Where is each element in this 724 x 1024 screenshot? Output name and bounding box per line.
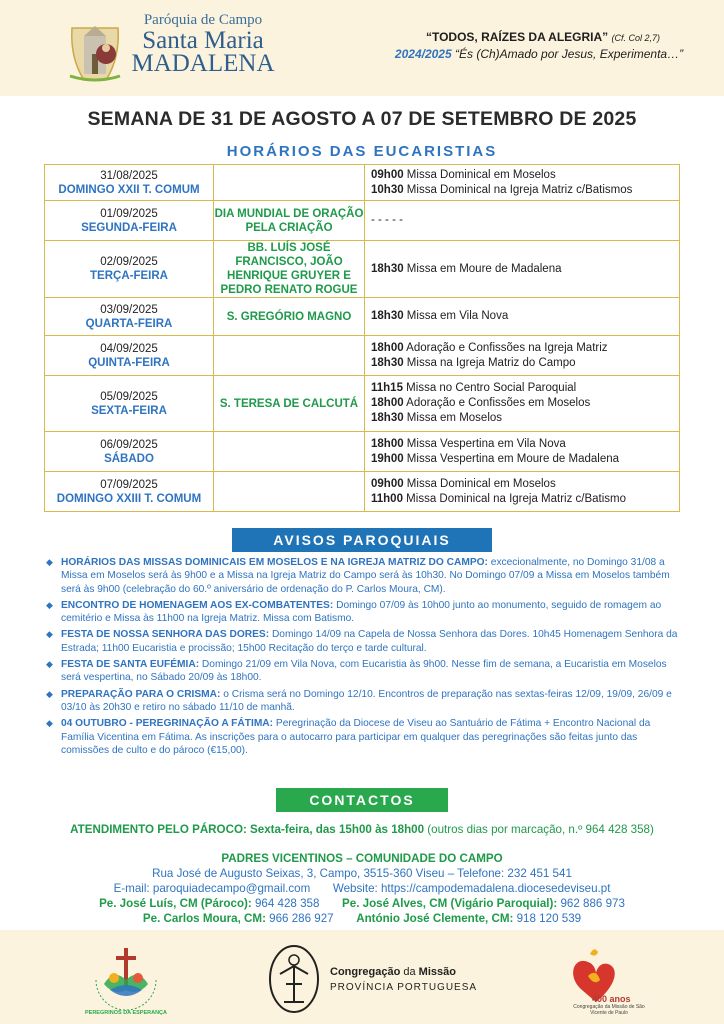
priest-1-name: Pe. José Luís, CM (Pároco): <box>99 897 252 910</box>
schedule-date-cell <box>45 298 214 336</box>
mass-time: 11h15 <box>371 382 403 394</box>
week-title: SEMANA DE 31 DE AGOSTO A 07 DE SETEMBRO DE 2025 <box>87 108 637 130</box>
mass-text: Missa Dominical em Moselos <box>403 168 556 181</box>
church-logo-icon <box>66 18 124 84</box>
mass-text: Missa Vespertina em Moure de Madalena <box>403 452 620 465</box>
mass-line <box>371 437 679 452</box>
congregacao-logo <box>266 944 486 1014</box>
aviso-item <box>44 556 682 596</box>
schedule-day: TERÇA-FEIRA <box>90 270 168 282</box>
schedule-feast <box>214 165 365 201</box>
aviso-item <box>44 628 682 655</box>
schedule-date-cell <box>45 376 214 432</box>
schedule-date-cell <box>45 165 214 201</box>
motto-sub: “És (Ch)Amado por Jesus, Experimenta…” <box>455 47 684 61</box>
mass-line <box>371 381 679 396</box>
schedule-masses-cell <box>365 432 680 472</box>
priest-4-phone: 918 120 539 <box>513 912 582 925</box>
schedule-title: HORÁRIOS DAS EUCARISTIAS <box>226 143 498 160</box>
aviso-item <box>44 599 682 626</box>
aviso-item <box>44 688 682 715</box>
schedule-row <box>45 432 680 472</box>
mass-line <box>371 411 679 426</box>
mass-text: Missa no Centro Social Paroquial <box>402 382 577 394</box>
mass-text: Missa Dominical na Igreja Matriz c/Batismo <box>402 492 627 505</box>
mass-line <box>371 183 679 198</box>
aviso-text: Domingo 21/09 em Vila Nova, com Eucaristia às 9h00. Nesse fim de semana, a Eucaristia em Moselos será vespertina, no Sábado 20/09 às 18h00. <box>61 659 667 684</box>
mass-text: Missa Dominical na Igreja Matriz c/Batismos <box>403 183 633 196</box>
aviso-title: 04 OUTUBRO - PEREGRINAÇÃO A FÁTIMA: <box>61 718 274 730</box>
schedule-day: SEXTA-FEIRA <box>91 404 167 417</box>
parish-logo <box>66 12 276 88</box>
schedule-day: SÁBADO <box>104 452 154 465</box>
cm-title-b: da <box>400 966 419 978</box>
cm-title-a: Congregação <box>330 966 401 978</box>
mass-line <box>371 477 679 492</box>
phones-line-1 <box>0 897 724 910</box>
schedule-date: 31/08/2025 <box>100 169 158 182</box>
contactos-banner: CONTACTOS <box>276 788 448 812</box>
anniversary-text: 400 anos <box>592 994 631 1004</box>
aviso-title: FESTA DE SANTA EUFÉMIA: <box>61 659 200 671</box>
email-link[interactable]: E-mail: paroquiadecampo@gmail.com <box>113 882 311 895</box>
mass-text: - - - - - <box>371 214 403 226</box>
cm-title <box>330 966 456 978</box>
mass-time: 18h00 <box>371 437 404 450</box>
aviso-text: Domingo 07/09 às 10h00 junto ao monumento, seguido de romagem ao cemitério e Missa às 11h00 na Igreja Matriz. Missa com Batismo. <box>61 599 662 625</box>
mass-time: 09h00 <box>371 477 404 490</box>
avisos-banner: AVISOS PAROQUIAIS <box>232 528 492 552</box>
schedule-day: DOMINGO XXII T. COMUM <box>58 183 200 196</box>
schedule-masses-cell <box>365 165 680 201</box>
community-name: PADRES VICENTINOS – COMUNIDADE DO CAMPO <box>221 852 503 865</box>
schedule-masses-cell <box>365 472 680 512</box>
mass-time: 18h30 <box>371 412 404 424</box>
anniversary-subtext: Congregação da Missão de São Vicente de Paulo <box>573 1004 645 1016</box>
logo-line-2: Santa Maria <box>142 27 264 54</box>
schedule-feast: S. GREGÓRIO MAGNO <box>214 298 365 336</box>
jubilee-text: PEREGRINOS DA ESPERANÇA <box>84 1010 168 1016</box>
mass-line <box>371 168 679 183</box>
motto-subtitle <box>364 47 714 61</box>
mass-text: Missa Vespertina em Vila Nova <box>403 437 566 450</box>
schedule-date: 03/09/2025 <box>100 303 158 316</box>
aviso-title: PREPARAÇÃO PARA O CRISMA: <box>61 688 221 700</box>
aviso-text: Domingo 14/09 na Capela de Nossa Senhora das Dores. 10h45 Homenagem Senhora da Estrada; 11h00 Eucaristia e procissão; 15h00 Recitação do terço e tarde cultural. <box>61 629 678 654</box>
schedule-date-cell <box>45 432 214 472</box>
motto-year: 2024/2025 <box>394 47 452 61</box>
schedule-date: 05/09/2025 <box>100 390 158 403</box>
schedule-feast <box>214 336 365 376</box>
priest-1-phone: 964 428 358 <box>251 897 320 910</box>
schedule-day: QUARTA-FEIRA <box>85 317 173 330</box>
schedule-day: QUINTA-FEIRA <box>88 356 170 369</box>
aviso-text: excecionalmente, no Domingo 31/08 a Missa em Moselos será às 9h00 e a Missa na Igreja Matriz do Campo será às 10h30. No Domingo 07/09 a Missa em Moselos também será às 9h00 (celebração do 60.º aniversário de ordenação do P. Carlos Moura, CM). <box>61 557 670 595</box>
aviso-item <box>44 717 682 757</box>
mass-time: 18h30 <box>371 356 404 369</box>
schedule-feast: S. TERESA DE CALCUTÁ <box>214 376 365 432</box>
mass-line <box>371 213 679 228</box>
aviso-text: o Crisma será no Domingo 12/10. Encontros de preparação nas sextas-feiras 12/09, 19/09, 26/09 e 03/10 às 20h30 e retiro no sábado 11/10 de manhã. <box>61 688 672 713</box>
mass-text: Missa Dominical em Moselos <box>403 477 556 490</box>
schedule-row <box>45 298 680 336</box>
mass-line <box>371 341 679 356</box>
priest-2-name: Pe. José Alves, CM (Vigário Paroquial): <box>342 897 558 910</box>
mass-time: 18h00 <box>371 397 404 409</box>
schedule-date: 07/09/2025 <box>100 478 158 491</box>
schedule-date-cell <box>45 241 214 298</box>
website-link[interactable]: Website: https://campodemadalena.diocesedeviseu.pt <box>332 882 611 895</box>
diamond-bullet-icon: ◆ <box>46 659 53 670</box>
schedule-date-cell <box>45 201 214 241</box>
motto-main: “TODOS, RAÍZES DA ALEGRIA” <box>425 30 609 44</box>
phones-line-2 <box>0 912 724 925</box>
schedule-date: 02/09/2025 <box>100 256 158 268</box>
mass-line <box>371 396 679 411</box>
mass-line <box>371 262 679 277</box>
aviso-item <box>44 658 682 685</box>
mass-text: Missa em Vila Nova <box>403 310 509 322</box>
schedule-date-cell <box>45 472 214 512</box>
schedule-row <box>45 472 680 512</box>
logo-line-3: MADALENA <box>131 50 275 77</box>
schedule-table <box>44 164 680 512</box>
schedule-feast: DIA MUNDIAL DE ORAÇÃO PELA CRIAÇÃO <box>214 201 365 241</box>
motto-ref: (Cf. Col 2,7) <box>611 33 661 43</box>
schedule-day: SEGUNDA-FEIRA <box>81 221 177 234</box>
mass-time: 11h00 <box>371 492 403 505</box>
mass-text: Adoração e Confissões em Moselos <box>403 397 591 409</box>
diamond-bullet-icon: ◆ <box>46 718 53 729</box>
mass-text: Missa na Igreja Matriz do Campo <box>403 356 576 369</box>
schedule-masses-cell <box>365 241 680 298</box>
mass-text: Adoração e Confissões na Igreja Matriz <box>403 341 608 354</box>
schedule-row <box>45 201 680 241</box>
diamond-bullet-icon: ◆ <box>46 688 53 699</box>
mass-time: 19h00 <box>371 452 404 465</box>
aviso-title: FESTA DE NOSSA SENHORA DAS DORES: <box>61 629 270 641</box>
jubilee-logo-icon <box>84 940 168 1018</box>
atendimento-label: ATENDIMENTO PELO PÁROCO: Sexta-feira, das 15h00 às 18h00 <box>70 823 425 836</box>
mass-time: 18h00 <box>371 341 404 354</box>
schedule-feast <box>214 472 365 512</box>
logo-line-1: Paróquia de Campo <box>143 12 263 28</box>
atendimento-line <box>0 823 724 836</box>
schedule-masses-cell <box>365 376 680 432</box>
diamond-bullet-icon: ◆ <box>46 629 53 640</box>
mass-line <box>371 452 679 467</box>
aviso-text: Peregrinação da Diocese de Viseu ao Santuário de Fátima + Encontro Nacional da Família Vicentina em Fátima. As inscrições para o autocarro para participar em qualquer das peregrinações são feitas junto das comissões de culto e do pároco (€15,00). <box>61 718 651 756</box>
mass-text: Missa em Moure de Madalena <box>403 262 562 275</box>
mass-line <box>371 309 679 324</box>
saint-vincent-icon <box>266 944 322 1014</box>
schedule-day: DOMINGO XXIII T. COMUM <box>56 492 202 505</box>
schedule-masses-cell <box>365 298 680 336</box>
schedule-feast: BB. LUÍS JOSÉ FRANCISCO, JOÃO HENRIQUE GRUYER E PEDRO RENATO ROGUE <box>214 241 365 298</box>
address-line: Rua José de Augusto Seixas, 3, Campo, 3515-360 Viseu – Telefone: 232 451 541 <box>152 867 572 880</box>
cm-subtitle: PROVÍNCIA PORTUGUESA <box>330 982 478 993</box>
motto <box>378 30 708 44</box>
mass-time: 18h30 <box>371 262 404 275</box>
schedule-date: 04/09/2025 <box>100 342 158 355</box>
mass-line <box>371 492 679 507</box>
mass-time: 18h30 <box>371 310 404 322</box>
schedule-date: 06/09/2025 <box>100 438 158 451</box>
schedule-masses-cell <box>365 201 680 241</box>
mass-time: 10h30 <box>371 183 404 196</box>
schedule-row <box>45 336 680 376</box>
schedule-masses-cell <box>365 336 680 376</box>
atendimento-note: (outros dias por marcação, n.º 964 428 358) <box>424 823 654 836</box>
priest-2-phone: 962 886 973 <box>557 897 625 910</box>
diamond-bullet-icon: ◆ <box>46 599 53 610</box>
priest-3-name: Pe. Carlos Moura, CM: <box>142 912 266 925</box>
schedule-row <box>45 165 680 201</box>
mass-line <box>371 356 679 371</box>
cm-title-c: Missão <box>418 966 456 978</box>
schedule-feast <box>214 432 365 472</box>
aviso-title: HORÁRIOS DAS MISSAS DOMINICAIS EM MOSELOS E NA IGREJA MATRIZ DO CAMPO: <box>61 557 488 568</box>
schedule-date: 01/09/2025 <box>100 207 158 220</box>
priest-3-phone: 966 286 927 <box>265 912 334 925</box>
email-website-line <box>0 882 724 895</box>
mass-time: 09h00 <box>371 168 404 181</box>
avisos-list <box>44 556 682 760</box>
diamond-bullet-icon: ◆ <box>46 557 53 567</box>
schedule-row <box>45 241 680 298</box>
schedule-date-cell <box>45 336 214 376</box>
priest-4-name: António José Clemente, CM: <box>356 912 514 925</box>
aviso-title: ENCONTRO DE HOMENAGEM AOS EX-COMBATENTES: <box>61 599 334 611</box>
schedule-row <box>45 376 680 432</box>
mass-text: Missa em Moselos <box>403 412 503 424</box>
